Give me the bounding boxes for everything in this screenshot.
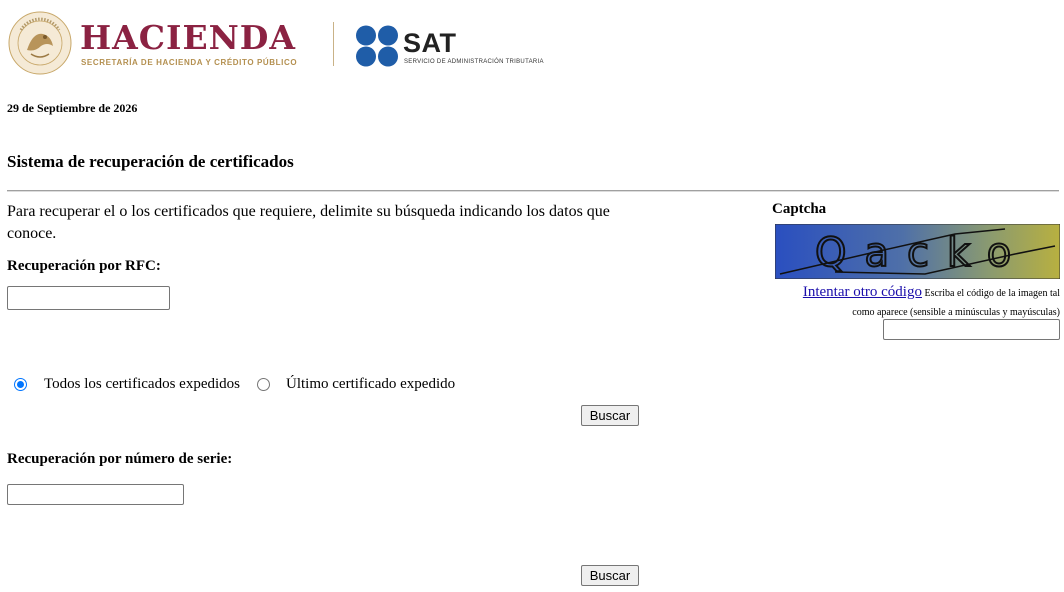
site-header bbox=[7, 10, 567, 80]
rfc-search-button[interactable]: Buscar bbox=[581, 405, 639, 426]
captcha-instructions-line1: Escriba el código de la imagen tal bbox=[924, 288, 1060, 299]
hacienda-logo-subtitle: SECRETARÍA DE HACIENDA Y CRÉDITO PÚBLICO bbox=[81, 58, 298, 67]
mexican-coat-of-arms-logo bbox=[7, 10, 73, 76]
sat-logo-title: SAT bbox=[403, 28, 457, 58]
captcha-help bbox=[700, 283, 1060, 322]
sat-logo-dots bbox=[355, 25, 399, 67]
last-certificate-radio[interactable] bbox=[257, 378, 270, 391]
all-certificates-radio[interactable] bbox=[14, 378, 27, 391]
sat-logo-subtitle: SERVICIO DE ADMINISTRACIÓN TRIBUTARIA bbox=[404, 59, 544, 65]
page-title: Sistema de recuperación de certificados bbox=[7, 152, 294, 171]
all-certificates-label[interactable]: Todos los certificados expedidos bbox=[44, 375, 240, 392]
captcha-instructions-line2: como aparece (sensible a minúsculas y mayúsculas) bbox=[852, 307, 1060, 318]
captcha-title: Captcha bbox=[772, 201, 827, 217]
current-date: 29 de Septiembre de 2026 bbox=[7, 101, 138, 115]
rfc-input[interactable] bbox=[7, 286, 170, 310]
logo-divider bbox=[333, 22, 334, 66]
captcha-input[interactable] bbox=[883, 319, 1060, 340]
intro-text: Para recuperar el o los certificados que requiere, delimite su búsqueda indicando los datos que conoce. bbox=[7, 203, 610, 242]
serial-number-input[interactable] bbox=[7, 484, 184, 505]
serial-search-button[interactable]: Buscar bbox=[581, 565, 639, 586]
hacienda-logo-title: HACIENDA bbox=[80, 18, 297, 57]
captcha-text: Qacko bbox=[815, 230, 1030, 276]
retry-captcha-link[interactable]: Intentar otro código bbox=[802, 284, 922, 300]
divider bbox=[7, 190, 1059, 192]
certificate-scope-radio-group bbox=[14, 374, 455, 394]
serial-section-label: Recuperación por número de serie: bbox=[7, 451, 233, 467]
last-certificate-label[interactable]: Último certificado expedido bbox=[286, 375, 456, 392]
captcha-image bbox=[775, 224, 1060, 279]
rfc-section-label: Recuperación por RFC: bbox=[7, 258, 161, 274]
